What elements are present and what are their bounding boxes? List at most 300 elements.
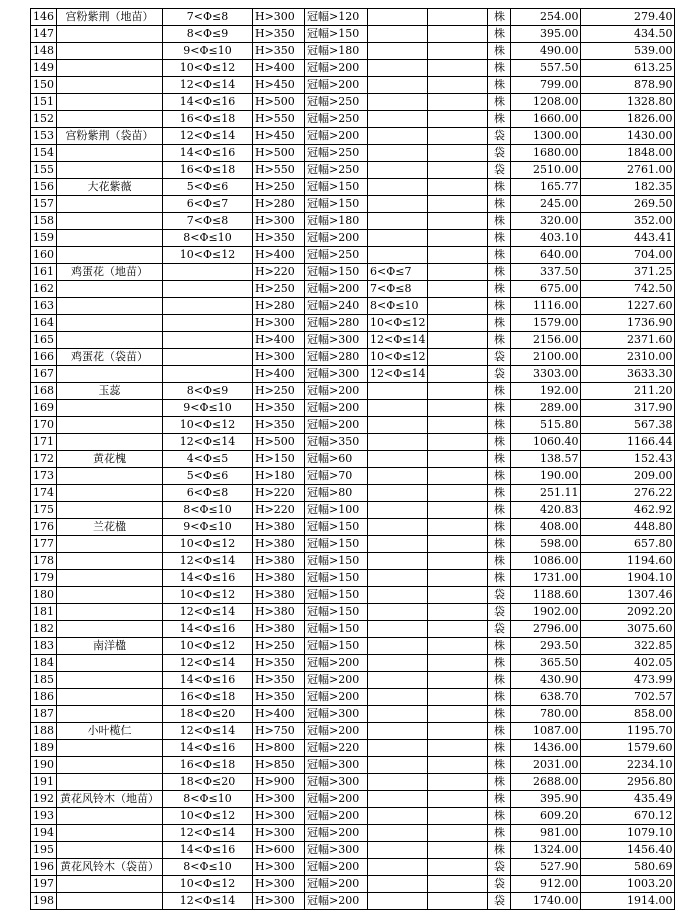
unit-cell: 株 (488, 689, 511, 706)
blank-cell (428, 94, 488, 111)
price-cell: 1680.00 (511, 145, 581, 162)
table-row (31, 230, 675, 247)
unit-cell: 株 (488, 179, 511, 196)
row-number-cell: 155 (31, 162, 57, 179)
height-cell: H>300 (253, 315, 305, 332)
crown-width-cell: 冠幅>150 (305, 519, 368, 536)
table-row (31, 417, 675, 434)
table-row (31, 604, 675, 621)
table-row (31, 468, 675, 485)
unit-cell: 株 (488, 655, 511, 672)
blank-cell (428, 706, 488, 723)
blank-cell (428, 723, 488, 740)
unit-cell: 株 (488, 213, 511, 230)
price-with-tax-cell: 276.22 (581, 485, 675, 502)
price-cell: 395.00 (511, 26, 581, 43)
price-with-tax-cell: 1430.00 (581, 128, 675, 145)
unit-cell: 袋 (488, 145, 511, 162)
price-with-tax-cell: 279.40 (581, 9, 675, 26)
height-cell: H>220 (253, 264, 305, 281)
table-row (31, 383, 675, 400)
blank-cell (428, 60, 488, 77)
price-cell: 1086.00 (511, 553, 581, 570)
height-cell: H>600 (253, 842, 305, 859)
ground-diameter-cell (368, 43, 428, 60)
row-number-cell: 187 (31, 706, 57, 723)
crown-width-cell: 冠幅>250 (305, 247, 368, 264)
species-name-cell (57, 502, 163, 519)
species-name-cell: 兰花楹 (57, 519, 163, 536)
crown-width-cell: 冠幅>250 (305, 162, 368, 179)
trunk-diameter-cell: 12<Φ≤14 (163, 553, 253, 570)
height-cell: H>300 (253, 349, 305, 366)
price-with-tax-cell: 1579.60 (581, 740, 675, 757)
crown-width-cell: 冠幅>200 (305, 128, 368, 145)
species-name-cell (57, 740, 163, 757)
price-table (30, 8, 675, 910)
crown-width-cell: 冠幅>200 (305, 672, 368, 689)
table-row (31, 876, 675, 893)
row-number-cell: 193 (31, 808, 57, 825)
height-cell: H>350 (253, 26, 305, 43)
price-with-tax-cell: 2310.00 (581, 349, 675, 366)
price-cell: 408.00 (511, 519, 581, 536)
species-name-cell (57, 111, 163, 128)
species-name-cell (57, 672, 163, 689)
trunk-diameter-cell: 7<Φ≤8 (163, 9, 253, 26)
unit-cell: 株 (488, 315, 511, 332)
price-cell: 1188.60 (511, 587, 581, 604)
table-row (31, 434, 675, 451)
table-row (31, 247, 675, 264)
price-with-tax-cell: 434.50 (581, 26, 675, 43)
crown-width-cell: 冠幅>300 (305, 842, 368, 859)
crown-width-cell: 冠幅>150 (305, 621, 368, 638)
species-name-cell (57, 536, 163, 553)
crown-width-cell: 冠幅>150 (305, 553, 368, 570)
table-row (31, 281, 675, 298)
table-row (31, 332, 675, 349)
crown-width-cell: 冠幅>200 (305, 383, 368, 400)
crown-width-cell: 冠幅>150 (305, 26, 368, 43)
price-cell: 430.90 (511, 672, 581, 689)
species-name-cell (57, 587, 163, 604)
height-cell: H>380 (253, 604, 305, 621)
ground-diameter-cell (368, 179, 428, 196)
unit-cell: 株 (488, 672, 511, 689)
price-with-tax-cell: 657.80 (581, 536, 675, 553)
crown-width-cell: 冠幅>150 (305, 604, 368, 621)
blank-cell (428, 672, 488, 689)
crown-width-cell: 冠幅>200 (305, 400, 368, 417)
price-with-tax-cell: 317.90 (581, 400, 675, 417)
crown-width-cell: 冠幅>200 (305, 417, 368, 434)
price-with-tax-cell: 209.00 (581, 468, 675, 485)
unit-cell: 袋 (488, 876, 511, 893)
height-cell: H>350 (253, 655, 305, 672)
table-row (31, 366, 675, 383)
price-with-tax-cell: 435.49 (581, 791, 675, 808)
unit-cell: 株 (488, 451, 511, 468)
blank-cell (428, 468, 488, 485)
blank-cell (428, 570, 488, 587)
species-name-cell (57, 366, 163, 383)
crown-width-cell: 冠幅>200 (305, 689, 368, 706)
unit-cell: 株 (488, 468, 511, 485)
table-row (31, 111, 675, 128)
height-cell: H>280 (253, 196, 305, 213)
species-name-cell: 宫粉紫荆（地苗） (57, 9, 163, 26)
species-name-cell: 小叶榄仁 (57, 723, 163, 740)
species-name-cell (57, 332, 163, 349)
price-with-tax-cell: 1848.00 (581, 145, 675, 162)
ground-diameter-cell (368, 468, 428, 485)
height-cell: H>350 (253, 689, 305, 706)
row-number-cell: 168 (31, 383, 57, 400)
price-with-tax-cell: 269.50 (581, 196, 675, 213)
species-name-cell (57, 400, 163, 417)
blank-cell (428, 247, 488, 264)
trunk-diameter-cell: 14<Φ≤16 (163, 740, 253, 757)
crown-width-cell: 冠幅>300 (305, 706, 368, 723)
unit-cell: 株 (488, 77, 511, 94)
crown-width-cell: 冠幅>280 (305, 315, 368, 332)
row-number-cell: 169 (31, 400, 57, 417)
blank-cell (428, 230, 488, 247)
species-name-cell (57, 162, 163, 179)
price-cell: 1208.00 (511, 94, 581, 111)
unit-cell: 袋 (488, 859, 511, 876)
blank-cell (428, 876, 488, 893)
unit-cell: 袋 (488, 162, 511, 179)
price-cell: 293.50 (511, 638, 581, 655)
table-row (31, 638, 675, 655)
price-cell: 780.00 (511, 706, 581, 723)
trunk-diameter-cell: 6<Φ≤7 (163, 196, 253, 213)
price-with-tax-cell: 1307.46 (581, 587, 675, 604)
blank-cell (428, 791, 488, 808)
species-name-cell (57, 230, 163, 247)
row-number-cell: 196 (31, 859, 57, 876)
species-name-cell (57, 417, 163, 434)
unit-cell: 株 (488, 825, 511, 842)
row-number-cell: 181 (31, 604, 57, 621)
row-number-cell: 154 (31, 145, 57, 162)
row-number-cell: 166 (31, 349, 57, 366)
price-with-tax-cell: 322.85 (581, 638, 675, 655)
price-with-tax-cell: 443.41 (581, 230, 675, 247)
species-name-cell (57, 281, 163, 298)
price-with-tax-cell: 1195.70 (581, 723, 675, 740)
blank-cell (428, 638, 488, 655)
ground-diameter-cell (368, 774, 428, 791)
price-cell: 912.00 (511, 876, 581, 893)
species-name-cell (57, 145, 163, 162)
price-cell: 2510.00 (511, 162, 581, 179)
height-cell: H>250 (253, 179, 305, 196)
ground-diameter-cell (368, 621, 428, 638)
price-cell: 1300.00 (511, 128, 581, 145)
table-row (31, 179, 675, 196)
price-cell: 640.00 (511, 247, 581, 264)
trunk-diameter-cell: 10<Φ≤12 (163, 808, 253, 825)
blank-cell (428, 298, 488, 315)
row-number-cell: 171 (31, 434, 57, 451)
crown-width-cell: 冠幅>250 (305, 94, 368, 111)
unit-cell: 袋 (488, 604, 511, 621)
blank-cell (428, 825, 488, 842)
price-with-tax-cell: 1914.00 (581, 893, 675, 910)
species-name-cell (57, 485, 163, 502)
price-cell: 165.77 (511, 179, 581, 196)
row-number-cell: 150 (31, 77, 57, 94)
species-name-cell (57, 298, 163, 315)
ground-diameter-cell (368, 553, 428, 570)
price-cell: 289.00 (511, 400, 581, 417)
ground-diameter-cell (368, 162, 428, 179)
row-number-cell: 176 (31, 519, 57, 536)
row-number-cell: 174 (31, 485, 57, 502)
species-name-cell (57, 434, 163, 451)
height-cell: H>150 (253, 451, 305, 468)
ground-diameter-cell (368, 757, 428, 774)
ground-diameter-cell (368, 519, 428, 536)
price-cell: 245.00 (511, 196, 581, 213)
ground-diameter-cell (368, 247, 428, 264)
table-row (31, 213, 675, 230)
price-with-tax-cell: 539.00 (581, 43, 675, 60)
price-cell: 638.70 (511, 689, 581, 706)
species-name-cell (57, 43, 163, 60)
unit-cell: 株 (488, 230, 511, 247)
species-name-cell (57, 842, 163, 859)
blank-cell (428, 553, 488, 570)
table-row (31, 298, 675, 315)
blank-cell (428, 519, 488, 536)
row-number-cell: 191 (31, 774, 57, 791)
table-row (31, 502, 675, 519)
price-with-tax-cell: 742.50 (581, 281, 675, 298)
ground-diameter-cell (368, 502, 428, 519)
ground-diameter-cell: 6<Φ≤7 (368, 264, 428, 281)
species-name-cell (57, 247, 163, 264)
unit-cell: 株 (488, 638, 511, 655)
trunk-diameter-cell: 16<Φ≤18 (163, 111, 253, 128)
trunk-diameter-cell: 10<Φ≤12 (163, 638, 253, 655)
height-cell: H>400 (253, 60, 305, 77)
price-with-tax-cell: 1227.60 (581, 298, 675, 315)
trunk-diameter-cell: 10<Φ≤12 (163, 247, 253, 264)
ground-diameter-cell (368, 111, 428, 128)
row-number-cell: 170 (31, 417, 57, 434)
table-row (31, 315, 675, 332)
blank-cell (428, 604, 488, 621)
row-number-cell: 162 (31, 281, 57, 298)
height-cell: H>300 (253, 859, 305, 876)
height-cell: H>300 (253, 9, 305, 26)
row-number-cell: 161 (31, 264, 57, 281)
row-number-cell: 165 (31, 332, 57, 349)
crown-width-cell: 冠幅>70 (305, 468, 368, 485)
species-name-cell (57, 213, 163, 230)
trunk-diameter-cell (163, 264, 253, 281)
trunk-diameter-cell: 14<Φ≤16 (163, 570, 253, 587)
height-cell: H>380 (253, 587, 305, 604)
species-name-cell: 鸡蛋花（地苗） (57, 264, 163, 281)
price-with-tax-cell: 2234.10 (581, 757, 675, 774)
blank-cell (428, 757, 488, 774)
trunk-diameter-cell: 12<Φ≤14 (163, 825, 253, 842)
ground-diameter-cell (368, 570, 428, 587)
table-row (31, 26, 675, 43)
price-with-tax-cell: 702.57 (581, 689, 675, 706)
price-cell: 1324.00 (511, 842, 581, 859)
unit-cell: 株 (488, 400, 511, 417)
crown-width-cell: 冠幅>300 (305, 774, 368, 791)
price-with-tax-cell: 182.35 (581, 179, 675, 196)
price-cell: 1579.00 (511, 315, 581, 332)
crown-width-cell: 冠幅>80 (305, 485, 368, 502)
blank-cell (428, 400, 488, 417)
table-row (31, 9, 675, 26)
height-cell: H>280 (253, 298, 305, 315)
trunk-diameter-cell (163, 366, 253, 383)
ground-diameter-cell (368, 77, 428, 94)
height-cell: H>400 (253, 332, 305, 349)
blank-cell (428, 774, 488, 791)
row-number-cell: 173 (31, 468, 57, 485)
table-row (31, 757, 675, 774)
unit-cell: 袋 (488, 621, 511, 638)
blank-cell (428, 383, 488, 400)
table-row (31, 570, 675, 587)
price-with-tax-cell: 1194.60 (581, 553, 675, 570)
row-number-cell: 183 (31, 638, 57, 655)
table-row (31, 536, 675, 553)
unit-cell: 株 (488, 196, 511, 213)
trunk-diameter-cell: 10<Φ≤12 (163, 417, 253, 434)
row-number-cell: 157 (31, 196, 57, 213)
unit-cell: 株 (488, 723, 511, 740)
row-number-cell: 182 (31, 621, 57, 638)
height-cell: H>750 (253, 723, 305, 740)
table-row (31, 893, 675, 910)
trunk-diameter-cell: 16<Φ≤18 (163, 162, 253, 179)
height-cell: H>500 (253, 434, 305, 451)
blank-cell (428, 587, 488, 604)
crown-width-cell: 冠幅>180 (305, 43, 368, 60)
species-name-cell (57, 621, 163, 638)
blank-cell (428, 26, 488, 43)
species-name-cell (57, 468, 163, 485)
height-cell: H>350 (253, 400, 305, 417)
species-name-cell (57, 876, 163, 893)
blank-cell (428, 213, 488, 230)
height-cell: H>380 (253, 553, 305, 570)
species-name-cell (57, 689, 163, 706)
blank-cell (428, 9, 488, 26)
price-with-tax-cell: 1826.00 (581, 111, 675, 128)
blank-cell (428, 842, 488, 859)
crown-width-cell: 冠幅>200 (305, 859, 368, 876)
ground-diameter-cell (368, 9, 428, 26)
crown-width-cell: 冠幅>150 (305, 196, 368, 213)
price-cell: 337.50 (511, 264, 581, 281)
price-cell: 1740.00 (511, 893, 581, 910)
height-cell: H>400 (253, 706, 305, 723)
row-number-cell: 198 (31, 893, 57, 910)
height-cell: H>350 (253, 43, 305, 60)
table-row (31, 723, 675, 740)
trunk-diameter-cell: 12<Φ≤14 (163, 128, 253, 145)
trunk-diameter-cell: 14<Φ≤16 (163, 842, 253, 859)
height-cell: H>250 (253, 383, 305, 400)
price-with-tax-cell: 211.20 (581, 383, 675, 400)
table-row (31, 451, 675, 468)
ground-diameter-cell (368, 26, 428, 43)
unit-cell: 株 (488, 94, 511, 111)
height-cell: H>300 (253, 825, 305, 842)
table-row (31, 587, 675, 604)
row-number-cell: 159 (31, 230, 57, 247)
crown-width-cell: 冠幅>200 (305, 808, 368, 825)
unit-cell: 株 (488, 247, 511, 264)
ground-diameter-cell (368, 128, 428, 145)
price-cell: 2031.00 (511, 757, 581, 774)
species-name-cell (57, 893, 163, 910)
species-name-cell: 玉蕊 (57, 383, 163, 400)
crown-width-cell: 冠幅>180 (305, 213, 368, 230)
price-with-tax-cell: 704.00 (581, 247, 675, 264)
price-with-tax-cell: 2092.20 (581, 604, 675, 621)
ground-diameter-cell (368, 417, 428, 434)
height-cell: H>450 (253, 128, 305, 145)
blank-cell (428, 111, 488, 128)
price-cell: 799.00 (511, 77, 581, 94)
ground-diameter-cell (368, 604, 428, 621)
row-number-cell: 180 (31, 587, 57, 604)
blank-cell (428, 281, 488, 298)
price-with-tax-cell: 1003.20 (581, 876, 675, 893)
blank-cell (428, 893, 488, 910)
ground-diameter-cell (368, 689, 428, 706)
crown-width-cell: 冠幅>200 (305, 893, 368, 910)
unit-cell: 株 (488, 9, 511, 26)
price-cell: 1660.00 (511, 111, 581, 128)
ground-diameter-cell (368, 706, 428, 723)
species-name-cell: 南洋楹 (57, 638, 163, 655)
height-cell: H>900 (253, 774, 305, 791)
price-with-tax-cell: 858.00 (581, 706, 675, 723)
species-name-cell (57, 774, 163, 791)
ground-diameter-cell (368, 145, 428, 162)
price-cell: 1087.00 (511, 723, 581, 740)
unit-cell: 株 (488, 485, 511, 502)
crown-width-cell: 冠幅>200 (305, 825, 368, 842)
crown-width-cell: 冠幅>250 (305, 111, 368, 128)
unit-cell: 株 (488, 434, 511, 451)
trunk-diameter-cell: 9<Φ≤10 (163, 400, 253, 417)
blank-cell (428, 740, 488, 757)
trunk-diameter-cell: 14<Φ≤16 (163, 621, 253, 638)
trunk-diameter-cell: 10<Φ≤12 (163, 60, 253, 77)
table-row (31, 621, 675, 638)
crown-width-cell: 冠幅>300 (305, 332, 368, 349)
table-row (31, 43, 675, 60)
price-cell: 675.00 (511, 281, 581, 298)
ground-diameter-cell (368, 196, 428, 213)
price-cell: 3303.00 (511, 366, 581, 383)
